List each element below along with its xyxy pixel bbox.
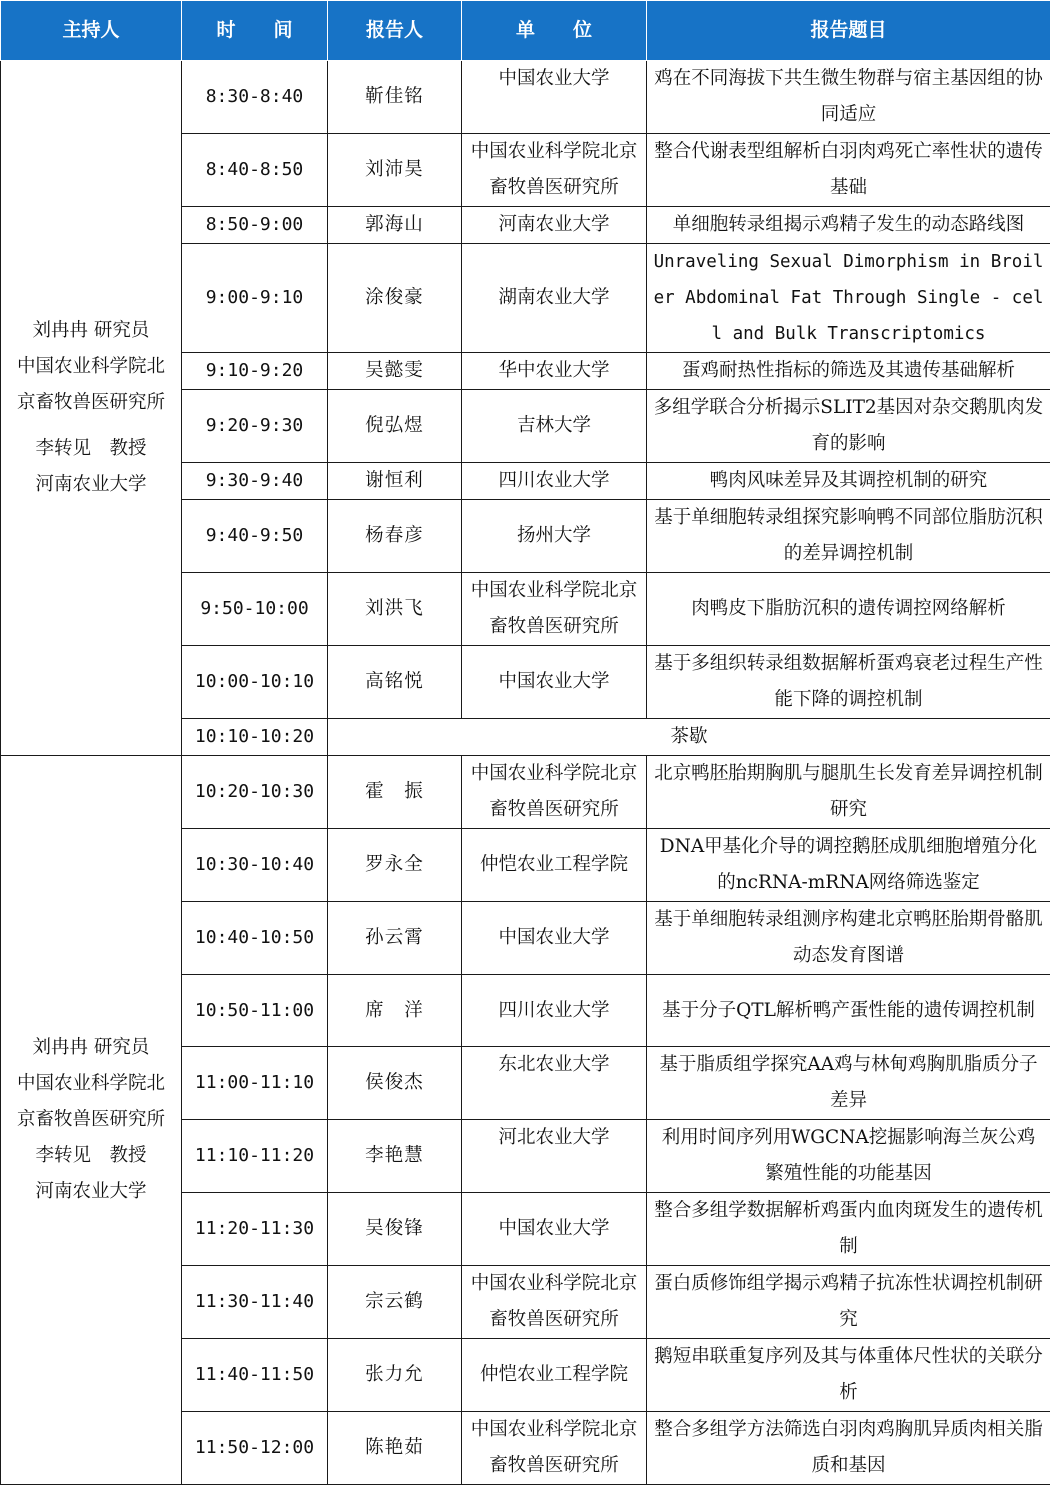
speaker-cell: 侯俊杰 <box>328 1047 462 1120</box>
unit-cell: 河南农业大学 <box>462 207 647 244</box>
speaker-cell: 吴懿雯 <box>328 353 462 390</box>
time-cell: 9:30-9:40 <box>182 463 328 500</box>
time-cell: 9:50-10:00 <box>182 573 328 646</box>
schedule-row <box>1 756 1050 829</box>
title-cell: 鹅短串联重复序列及其与体重体尺性状的关联分析 <box>647 1339 1050 1412</box>
host-line: 京畜牧兽医研究所 <box>7 1102 175 1138</box>
unit-cell: 四川农业大学 <box>462 463 647 500</box>
unit-cell: 中国农业科学院北京畜牧兽医研究所 <box>462 573 647 646</box>
title-cell: 单细胞转录组揭示鸡精子发生的动态路线图 <box>647 207 1050 244</box>
title-cell: 整合多组学数据解析鸡蛋内血肉斑发生的遗传机制 <box>647 1193 1050 1266</box>
time-cell: 11:40-11:50 <box>182 1339 328 1412</box>
time-cell: 9:00-9:10 <box>182 244 328 353</box>
time-cell: 9:40-9:50 <box>182 500 328 573</box>
time-cell: 11:30-11:40 <box>182 1266 328 1339</box>
speaker-cell: 李艳慧 <box>328 1120 462 1193</box>
title-cell: 整合代谢表型组解析白羽肉鸡死亡率性状的遗传基础 <box>647 134 1050 207</box>
speaker-cell: 张力允 <box>328 1339 462 1412</box>
session-host <box>1 756 182 1485</box>
speaker-cell: 杨春彦 <box>328 500 462 573</box>
title-cell: 肉鸭皮下脂肪沉积的遗传调控网络解析 <box>647 573 1050 646</box>
speaker-cell: 罗永全 <box>328 829 462 902</box>
header-speaker: 报告人 <box>328 1 462 61</box>
title-cell: 基于脂质组学探究AA鸡与林甸鸡胸肌脂质分子差异 <box>647 1047 1050 1120</box>
time-cell: 11:00-11:10 <box>182 1047 328 1120</box>
host-line: 中国农业科学院北 <box>7 1066 175 1102</box>
time-cell: 8:50-9:00 <box>182 207 328 244</box>
host-line: 李转见 教授 <box>7 1138 175 1174</box>
time-cell: 10:20-10:30 <box>182 756 328 829</box>
host-line: 李转见 教授 <box>7 431 175 467</box>
time-cell: 11:10-11:20 <box>182 1120 328 1193</box>
host-spacer <box>7 421 175 431</box>
unit-cell: 河北农业大学 <box>462 1120 647 1193</box>
title-cell: 北京鸭胚胎期胸肌与腿肌生长发育差异调控机制研究 <box>647 756 1050 829</box>
unit-cell: 东北农业大学 <box>462 1047 647 1120</box>
unit-cell: 中国农业科学院北京畜牧兽医研究所 <box>462 756 647 829</box>
unit-cell: 吉林大学 <box>462 390 647 463</box>
host-line: 河南农业大学 <box>7 467 175 503</box>
unit-cell: 湖南农业大学 <box>462 244 647 353</box>
speaker-cell: 席 洋 <box>328 975 462 1047</box>
schedule-row <box>1 61 1050 134</box>
speaker-cell: 高铭悦 <box>328 646 462 719</box>
speaker-cell: 孙云霄 <box>328 902 462 975</box>
unit-cell: 中国农业大学 <box>462 646 647 719</box>
speaker-cell: 靳佳铭 <box>328 61 462 134</box>
host-line: 河南农业大学 <box>7 1174 175 1210</box>
title-cell: 基于分子QTL解析鸭产蛋性能的遗传调控机制 <box>647 975 1050 1047</box>
unit-cell: 中国农业科学院北京畜牧兽医研究所 <box>462 1412 647 1485</box>
session-host <box>1 61 182 756</box>
title-cell: 鸭肉风味差异及其调控机制的研究 <box>647 463 1050 500</box>
speaker-cell: 刘沛昊 <box>328 134 462 207</box>
host-line: 刘冉冉 研究员 <box>7 1030 175 1066</box>
speaker-cell: 陈艳茹 <box>328 1412 462 1485</box>
header-unit: 单 位 <box>462 1 647 61</box>
time-cell: 9:10-9:20 <box>182 353 328 390</box>
header-title: 报告题目 <box>647 1 1050 61</box>
title-cell: 多组学联合分析揭示SLIT2基因对杂交鹅肌肉发育的影响 <box>647 390 1050 463</box>
title-cell: 蛋鸡耐热性指标的筛选及其遗传基础解析 <box>647 353 1050 390</box>
time-cell: 10:50-11:00 <box>182 975 328 1047</box>
title-cell: 整合多组学方法筛选白羽肉鸡胸肌异质肉相关脂质和基因 <box>647 1412 1050 1485</box>
title-cell: DNA甲基化介导的调控鹅胚成肌细胞增殖分化的ncRNA-mRNA网络筛选鉴定 <box>647 829 1050 902</box>
host-line: 京畜牧兽医研究所 <box>7 385 175 421</box>
unit-cell: 仲恺农业工程学院 <box>462 829 647 902</box>
time-cell: 11:20-11:30 <box>182 1193 328 1266</box>
speaker-cell: 郭海山 <box>328 207 462 244</box>
speaker-cell: 霍 振 <box>328 756 462 829</box>
time-cell: 8:30-8:40 <box>182 61 328 134</box>
speaker-cell: 刘洪飞 <box>328 573 462 646</box>
unit-cell: 华中农业大学 <box>462 353 647 390</box>
unit-cell: 中国农业科学院北京畜牧兽医研究所 <box>462 1266 647 1339</box>
header-time: 时 间 <box>182 1 328 61</box>
break-label: 茶歇 <box>328 719 1050 756</box>
unit-cell: 扬州大学 <box>462 500 647 573</box>
title-cell: 基于单细胞转录组测序构建北京鸭胚胎期骨骼肌动态发育图谱 <box>647 902 1050 975</box>
header-host: 主持人 <box>1 1 182 61</box>
title-cell: 基于单细胞转录组探究影响鸭不同部位脂肪沉积的差异调控机制 <box>647 500 1050 573</box>
time-cell: 10:00-10:10 <box>182 646 328 719</box>
title-cell: Unraveling Sexual Dimorphism in Broiler Abdominal Fat Through Single - cell and Bulk Transcriptomics <box>647 244 1050 353</box>
time-cell: 10:30-10:40 <box>182 829 328 902</box>
unit-cell: 中国农业大学 <box>462 902 647 975</box>
time-cell: 8:40-8:50 <box>182 134 328 207</box>
host-line: 刘冉冉 研究员 <box>7 313 175 349</box>
unit-cell: 四川农业大学 <box>462 975 647 1047</box>
title-cell: 蛋白质修饰组学揭示鸡精子抗冻性状调控机制研究 <box>647 1266 1050 1339</box>
speaker-cell: 涂俊豪 <box>328 244 462 353</box>
time-cell: 10:40-10:50 <box>182 902 328 975</box>
speaker-cell: 吴俊锋 <box>328 1193 462 1266</box>
speaker-cell: 倪弘煜 <box>328 390 462 463</box>
title-cell: 鸡在不同海拔下共生微生物群与宿主基因组的协同适应 <box>647 61 1050 134</box>
time-cell: 9:20-9:30 <box>182 390 328 463</box>
title-cell: 利用时间序列用WGCNA挖掘影响海兰灰公鸡繁殖性能的功能基因 <box>647 1120 1050 1193</box>
unit-cell: 中国农业大学 <box>462 1193 647 1266</box>
unit-cell: 中国农业大学 <box>462 61 647 134</box>
time-cell: 11:50-12:00 <box>182 1412 328 1485</box>
break-time: 10:10-10:20 <box>182 719 328 756</box>
unit-cell: 中国农业科学院北京畜牧兽医研究所 <box>462 134 647 207</box>
header-row <box>1 1 1050 61</box>
unit-cell: 仲恺农业工程学院 <box>462 1339 647 1412</box>
speaker-cell: 谢恒利 <box>328 463 462 500</box>
speaker-cell: 宗云鹤 <box>328 1266 462 1339</box>
title-cell: 基于多组织转录组数据解析蛋鸡衰老过程生产性能下降的调控机制 <box>647 646 1050 719</box>
host-line: 中国农业科学院北 <box>7 349 175 385</box>
